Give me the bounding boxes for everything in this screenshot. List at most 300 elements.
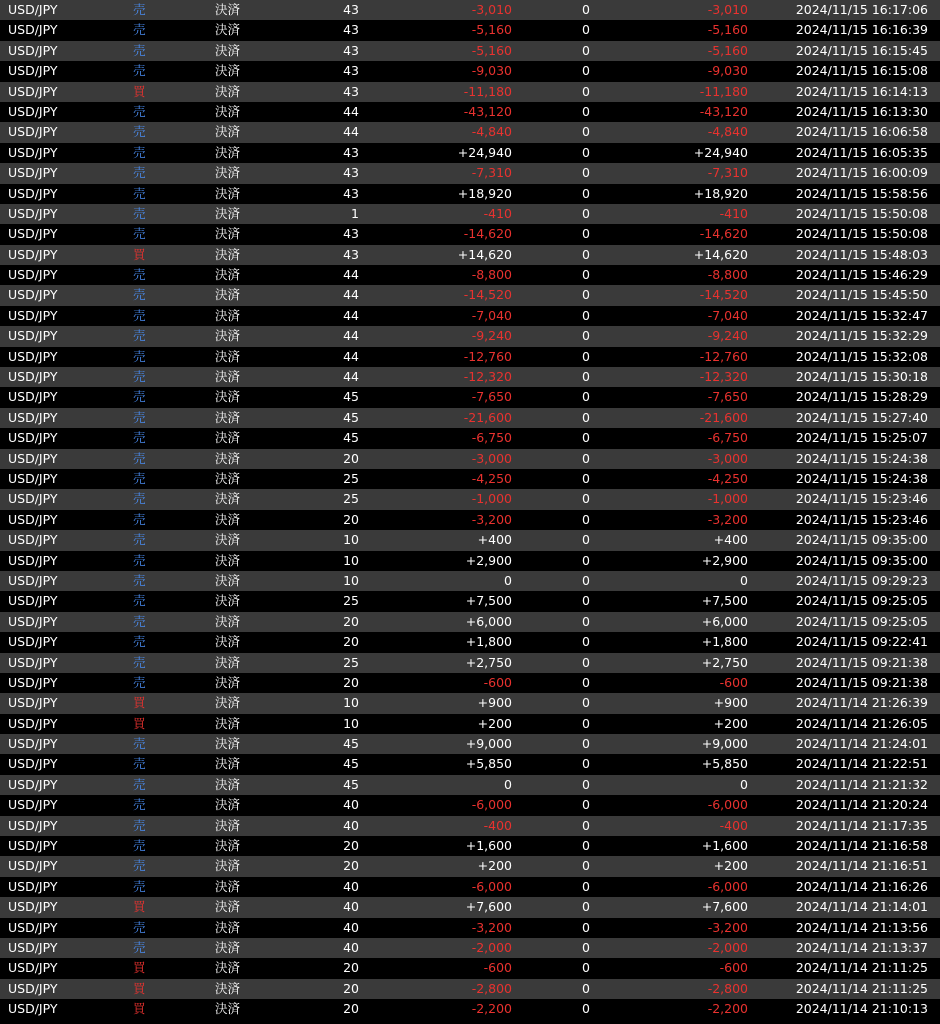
lot-cell: 20 xyxy=(343,838,359,854)
total-cell: -5,160 xyxy=(707,42,748,58)
currency-pair-cell: USD/JPY xyxy=(8,409,58,425)
lot-cell: 10 xyxy=(343,572,359,588)
total-cell: -2,800 xyxy=(707,980,748,996)
currency-pair-cell: USD/JPY xyxy=(8,797,58,813)
trade-type-cell: 決済 xyxy=(215,124,241,140)
table-row[interactable] xyxy=(0,122,940,142)
side-cell: 売 xyxy=(133,165,146,181)
total-cell: +9,000 xyxy=(701,736,748,752)
currency-pair-cell: USD/JPY xyxy=(8,328,58,344)
timestamp-cell: 2024/11/14 21:11:25 xyxy=(795,960,928,976)
swap-cell: 0 xyxy=(582,715,590,731)
profit-loss-cell: -21,600 xyxy=(463,409,512,425)
side-cell: 売 xyxy=(133,103,146,119)
trade-type-cell: 決済 xyxy=(215,287,241,303)
trade-type-cell: 決済 xyxy=(215,307,241,323)
lot-cell: 40 xyxy=(343,817,359,833)
trade-type-cell: 決済 xyxy=(215,715,241,731)
currency-pair-cell: USD/JPY xyxy=(8,776,58,792)
total-cell: -7,040 xyxy=(707,307,748,323)
table-row[interactable] xyxy=(0,734,940,754)
lot-cell: 45 xyxy=(343,389,359,405)
timestamp-cell: 2024/11/14 21:13:37 xyxy=(795,939,928,955)
side-cell: 売 xyxy=(133,776,146,792)
total-cell: -9,030 xyxy=(707,63,748,79)
total-cell: +5,850 xyxy=(701,756,748,772)
side-cell: 買 xyxy=(133,1001,146,1017)
table-row[interactable] xyxy=(0,102,940,122)
total-cell: -6,000 xyxy=(707,797,748,813)
total-cell: +1,800 xyxy=(701,634,748,650)
timestamp-cell: 2024/11/15 16:16:39 xyxy=(795,22,928,38)
total-cell: -12,320 xyxy=(699,369,748,385)
timestamp-cell: 2024/11/14 21:11:25 xyxy=(795,980,928,996)
timestamp-cell: 2024/11/14 21:16:51 xyxy=(795,858,928,874)
timestamp-cell: 2024/11/15 16:05:35 xyxy=(795,144,928,160)
table-row[interactable] xyxy=(0,367,940,387)
lot-cell: 25 xyxy=(343,491,359,507)
lot-cell: 45 xyxy=(343,409,359,425)
profit-loss-cell: -4,840 xyxy=(471,124,512,140)
table-row[interactable] xyxy=(0,387,940,407)
trade-type-cell: 決済 xyxy=(215,389,241,405)
table-row[interactable] xyxy=(0,612,940,632)
swap-cell: 0 xyxy=(582,532,590,548)
table-row[interactable] xyxy=(0,61,940,81)
profit-loss-cell: +9,000 xyxy=(465,736,512,752)
lot-cell: 43 xyxy=(343,22,359,38)
table-row[interactable] xyxy=(0,41,940,61)
profit-loss-cell: -11,180 xyxy=(463,83,512,99)
trade-type-cell: 決済 xyxy=(215,858,241,874)
side-cell: 売 xyxy=(133,22,146,38)
side-cell: 売 xyxy=(133,491,146,507)
timestamp-cell: 2024/11/15 09:21:38 xyxy=(795,654,928,670)
trade-type-cell: 決済 xyxy=(215,756,241,772)
table-row[interactable] xyxy=(0,285,940,305)
trade-type-cell: 決済 xyxy=(215,144,241,160)
profit-loss-cell: -43,120 xyxy=(463,103,512,119)
table-row[interactable] xyxy=(0,714,940,734)
lot-cell: 20 xyxy=(343,613,359,629)
profit-loss-cell: -600 xyxy=(483,960,512,976)
swap-cell: 0 xyxy=(582,144,590,160)
side-cell: 売 xyxy=(133,552,146,568)
table-row[interactable] xyxy=(0,489,940,509)
swap-cell: 0 xyxy=(582,63,590,79)
side-cell: 売 xyxy=(133,328,146,344)
total-cell: +14,620 xyxy=(693,246,748,262)
currency-pair-cell: USD/JPY xyxy=(8,470,58,486)
swap-cell: 0 xyxy=(582,42,590,58)
profit-loss-cell: -7,040 xyxy=(471,307,512,323)
table-row[interactable] xyxy=(0,510,940,530)
currency-pair-cell: USD/JPY xyxy=(8,267,58,283)
lot-cell: 44 xyxy=(343,369,359,385)
table-row[interactable] xyxy=(0,530,940,550)
side-cell: 売 xyxy=(133,369,146,385)
side-cell: 売 xyxy=(133,838,146,854)
lot-cell: 20 xyxy=(343,1001,359,1017)
timestamp-cell: 2024/11/14 21:20:24 xyxy=(795,797,928,813)
profit-loss-cell: 0 xyxy=(504,572,512,588)
timestamp-cell: 2024/11/15 09:35:00 xyxy=(795,552,928,568)
lot-cell: 20 xyxy=(343,634,359,650)
side-cell: 売 xyxy=(133,389,146,405)
side-cell: 売 xyxy=(133,756,146,772)
total-cell: 0 xyxy=(740,776,748,792)
side-cell: 買 xyxy=(133,695,146,711)
swap-cell: 0 xyxy=(582,960,590,976)
timestamp-cell: 2024/11/15 15:24:38 xyxy=(795,450,928,466)
timestamp-cell: 2024/11/15 09:22:41 xyxy=(795,634,928,650)
currency-pair-cell: USD/JPY xyxy=(8,430,58,446)
timestamp-cell: 2024/11/14 21:26:39 xyxy=(795,695,928,711)
total-cell: -3,200 xyxy=(707,511,748,527)
swap-cell: 0 xyxy=(582,2,590,17)
table-row[interactable] xyxy=(0,82,940,102)
side-cell: 売 xyxy=(133,205,146,221)
trade-type-cell: 決済 xyxy=(215,328,241,344)
table-row[interactable] xyxy=(0,795,940,815)
timestamp-cell: 2024/11/14 21:14:01 xyxy=(795,899,928,915)
lot-cell: 10 xyxy=(343,715,359,731)
swap-cell: 0 xyxy=(582,267,590,283)
timestamp-cell: 2024/11/14 21:10:13 xyxy=(795,1001,928,1017)
trade-type-cell: 決済 xyxy=(215,797,241,813)
swap-cell: 0 xyxy=(582,817,590,833)
table-row[interactable] xyxy=(0,693,940,713)
timestamp-cell: 2024/11/15 15:58:56 xyxy=(795,185,928,201)
swap-cell: 0 xyxy=(582,572,590,588)
lot-cell: 40 xyxy=(343,878,359,894)
table-row[interactable] xyxy=(0,245,940,265)
total-cell: +7,500 xyxy=(701,593,748,609)
side-cell: 売 xyxy=(133,226,146,242)
timestamp-cell: 2024/11/15 15:32:29 xyxy=(795,328,928,344)
table-row[interactable] xyxy=(0,469,940,489)
lot-cell: 40 xyxy=(343,939,359,955)
lot-cell: 20 xyxy=(343,858,359,874)
swap-cell: 0 xyxy=(582,511,590,527)
trade-type-cell: 決済 xyxy=(215,348,241,364)
trade-type-cell: 決済 xyxy=(215,960,241,976)
trade-type-cell: 決済 xyxy=(215,919,241,935)
side-cell: 売 xyxy=(133,613,146,629)
swap-cell: 0 xyxy=(582,491,590,507)
trade-type-cell: 決済 xyxy=(215,491,241,507)
total-cell: +6,000 xyxy=(701,613,748,629)
table-row[interactable] xyxy=(0,347,940,367)
total-cell: +7,600 xyxy=(701,899,748,915)
trade-type-cell: 決済 xyxy=(215,42,241,58)
profit-loss-cell: +2,900 xyxy=(465,552,512,568)
timestamp-cell: 2024/11/15 15:30:18 xyxy=(795,369,928,385)
lot-cell: 44 xyxy=(343,267,359,283)
currency-pair-cell: USD/JPY xyxy=(8,715,58,731)
table-row[interactable] xyxy=(0,184,940,204)
side-cell: 買 xyxy=(133,246,146,262)
currency-pair-cell: USD/JPY xyxy=(8,858,58,874)
lot-cell: 43 xyxy=(343,185,359,201)
lot-cell: 43 xyxy=(343,42,359,58)
table-row[interactable] xyxy=(0,306,940,326)
total-cell: -600 xyxy=(719,960,748,976)
profit-loss-cell: -1,000 xyxy=(471,491,512,507)
profit-loss-cell: -14,520 xyxy=(463,287,512,303)
table-row[interactable] xyxy=(0,673,940,693)
total-cell: -4,840 xyxy=(707,124,748,140)
table-row[interactable] xyxy=(0,265,940,285)
profit-loss-cell: -3,200 xyxy=(471,919,512,935)
trade-type-cell: 決済 xyxy=(215,205,241,221)
profit-loss-cell: +6,000 xyxy=(465,613,512,629)
timestamp-cell: 2024/11/15 16:00:09 xyxy=(795,165,928,181)
swap-cell: 0 xyxy=(582,430,590,446)
side-cell: 売 xyxy=(133,858,146,874)
total-cell: -3,010 xyxy=(707,2,748,17)
table-row[interactable] xyxy=(0,754,940,774)
total-cell: -11,180 xyxy=(699,83,748,99)
profit-loss-cell: -410 xyxy=(483,205,512,221)
profit-loss-cell: -6,000 xyxy=(471,797,512,813)
table-row[interactable] xyxy=(0,0,940,20)
lot-cell: 44 xyxy=(343,287,359,303)
swap-cell: 0 xyxy=(582,552,590,568)
timestamp-cell: 2024/11/15 15:50:08 xyxy=(795,205,928,221)
currency-pair-cell: USD/JPY xyxy=(8,63,58,79)
trade-type-cell: 決済 xyxy=(215,267,241,283)
profit-loss-cell: -7,310 xyxy=(471,165,512,181)
table-row[interactable] xyxy=(0,999,940,1019)
currency-pair-cell: USD/JPY xyxy=(8,83,58,99)
currency-pair-cell: USD/JPY xyxy=(8,226,58,242)
table-row[interactable] xyxy=(0,877,940,897)
profit-loss-cell: -400 xyxy=(483,817,512,833)
table-row[interactable] xyxy=(0,836,940,856)
side-cell: 売 xyxy=(133,144,146,160)
lot-cell: 10 xyxy=(343,532,359,548)
profit-loss-cell: -4,250 xyxy=(471,470,512,486)
table-row[interactable] xyxy=(0,428,940,448)
swap-cell: 0 xyxy=(582,409,590,425)
currency-pair-cell: USD/JPY xyxy=(8,1001,58,1017)
timestamp-cell: 2024/11/15 15:46:29 xyxy=(795,267,928,283)
lot-cell: 40 xyxy=(343,797,359,813)
side-cell: 売 xyxy=(133,572,146,588)
table-row[interactable] xyxy=(0,653,940,673)
table-row[interactable] xyxy=(0,571,940,591)
timestamp-cell: 2024/11/14 21:24:01 xyxy=(795,736,928,752)
timestamp-cell: 2024/11/15 15:32:08 xyxy=(795,348,928,364)
trade-type-cell: 決済 xyxy=(215,246,241,262)
profit-loss-cell: -5,160 xyxy=(471,42,512,58)
swap-cell: 0 xyxy=(582,124,590,140)
table-row[interactable] xyxy=(0,856,940,876)
side-cell: 売 xyxy=(133,450,146,466)
lot-cell: 1 xyxy=(351,205,359,221)
profit-loss-cell: -2,800 xyxy=(471,980,512,996)
swap-cell: 0 xyxy=(582,858,590,874)
table-row[interactable] xyxy=(0,224,940,244)
profit-loss-cell: -8,800 xyxy=(471,267,512,283)
currency-pair-cell: USD/JPY xyxy=(8,838,58,854)
currency-pair-cell: USD/JPY xyxy=(8,144,58,160)
lot-cell: 20 xyxy=(343,960,359,976)
swap-cell: 0 xyxy=(582,939,590,955)
swap-cell: 0 xyxy=(582,246,590,262)
lot-cell: 25 xyxy=(343,593,359,609)
table-row[interactable] xyxy=(0,143,940,163)
currency-pair-cell: USD/JPY xyxy=(8,980,58,996)
total-cell: +18,920 xyxy=(693,185,748,201)
currency-pair-cell: USD/JPY xyxy=(8,348,58,364)
total-cell: -4,250 xyxy=(707,470,748,486)
side-cell: 売 xyxy=(133,674,146,690)
currency-pair-cell: USD/JPY xyxy=(8,532,58,548)
swap-cell: 0 xyxy=(582,185,590,201)
lot-cell: 43 xyxy=(343,246,359,262)
swap-cell: 0 xyxy=(582,634,590,650)
profit-loss-cell: +1,800 xyxy=(465,634,512,650)
lot-cell: 10 xyxy=(343,695,359,711)
side-cell: 売 xyxy=(133,63,146,79)
currency-pair-cell: USD/JPY xyxy=(8,287,58,303)
lot-cell: 44 xyxy=(343,307,359,323)
swap-cell: 0 xyxy=(582,593,590,609)
profit-loss-cell: -14,620 xyxy=(463,226,512,242)
swap-cell: 0 xyxy=(582,226,590,242)
side-cell: 売 xyxy=(133,634,146,650)
swap-cell: 0 xyxy=(582,22,590,38)
trade-type-cell: 決済 xyxy=(215,1001,241,1017)
trade-type-cell: 決済 xyxy=(215,593,241,609)
table-row[interactable] xyxy=(0,163,940,183)
table-row[interactable] xyxy=(0,632,940,652)
currency-pair-cell: USD/JPY xyxy=(8,389,58,405)
swap-cell: 0 xyxy=(582,83,590,99)
currency-pair-cell: USD/JPY xyxy=(8,369,58,385)
profit-loss-cell: 0 xyxy=(504,776,512,792)
side-cell: 売 xyxy=(133,532,146,548)
profit-loss-cell: -9,240 xyxy=(471,328,512,344)
side-cell: 売 xyxy=(133,593,146,609)
swap-cell: 0 xyxy=(582,878,590,894)
currency-pair-cell: USD/JPY xyxy=(8,42,58,58)
total-cell: -2,000 xyxy=(707,939,748,955)
timestamp-cell: 2024/11/15 15:24:38 xyxy=(795,470,928,486)
profit-loss-cell: -3,000 xyxy=(471,450,512,466)
table-row[interactable] xyxy=(0,326,940,346)
trade-type-cell: 決済 xyxy=(215,83,241,99)
side-cell: 売 xyxy=(133,409,146,425)
table-row[interactable] xyxy=(0,20,940,40)
table-row[interactable] xyxy=(0,551,940,571)
total-cell: -21,600 xyxy=(699,409,748,425)
swap-cell: 0 xyxy=(582,450,590,466)
lot-cell: 43 xyxy=(343,63,359,79)
total-cell: -9,240 xyxy=(707,328,748,344)
total-cell: -8,800 xyxy=(707,267,748,283)
table-row[interactable] xyxy=(0,591,940,611)
table-row[interactable] xyxy=(0,897,940,917)
timestamp-cell: 2024/11/15 16:15:08 xyxy=(795,63,928,79)
profit-loss-cell: +2,750 xyxy=(465,654,512,670)
trade-type-cell: 決済 xyxy=(215,817,241,833)
trade-type-cell: 決済 xyxy=(215,103,241,119)
lot-cell: 43 xyxy=(343,144,359,160)
total-cell: -12,760 xyxy=(699,348,748,364)
total-cell: -6,000 xyxy=(707,878,748,894)
trade-type-cell: 決済 xyxy=(215,552,241,568)
table-row[interactable] xyxy=(0,775,940,795)
trade-type-cell: 決済 xyxy=(215,2,241,17)
trade-type-cell: 決済 xyxy=(215,838,241,854)
total-cell: +200 xyxy=(713,715,748,731)
total-cell: +1,600 xyxy=(701,838,748,854)
timestamp-cell: 2024/11/14 21:16:58 xyxy=(795,838,928,854)
trade-type-cell: 決済 xyxy=(215,409,241,425)
table-row[interactable] xyxy=(0,816,940,836)
swap-cell: 0 xyxy=(582,674,590,690)
profit-loss-cell: +200 xyxy=(477,858,512,874)
side-cell: 売 xyxy=(133,185,146,201)
swap-cell: 0 xyxy=(582,205,590,221)
trade-type-cell: 決済 xyxy=(215,695,241,711)
table-row[interactable] xyxy=(0,449,940,469)
swap-cell: 0 xyxy=(582,1001,590,1017)
trade-type-cell: 決済 xyxy=(215,776,241,792)
timestamp-cell: 2024/11/14 21:17:35 xyxy=(795,817,928,833)
profit-loss-cell: -600 xyxy=(483,674,512,690)
lot-cell: 44 xyxy=(343,328,359,344)
currency-pair-cell: USD/JPY xyxy=(8,246,58,262)
side-cell: 売 xyxy=(133,2,146,17)
table-row[interactable] xyxy=(0,204,940,224)
lot-cell: 44 xyxy=(343,103,359,119)
swap-cell: 0 xyxy=(582,980,590,996)
table-row[interactable] xyxy=(0,918,940,938)
table-row[interactable] xyxy=(0,938,940,958)
table-row[interactable] xyxy=(0,979,940,999)
currency-pair-cell: USD/JPY xyxy=(8,307,58,323)
profit-loss-cell: +24,940 xyxy=(457,144,512,160)
table-row[interactable] xyxy=(0,958,940,978)
profit-loss-cell: -12,760 xyxy=(463,348,512,364)
currency-pair-cell: USD/JPY xyxy=(8,205,58,221)
side-cell: 買 xyxy=(133,960,146,976)
timestamp-cell: 2024/11/15 15:32:47 xyxy=(795,307,928,323)
currency-pair-cell: USD/JPY xyxy=(8,103,58,119)
side-cell: 売 xyxy=(133,42,146,58)
trade-type-cell: 決済 xyxy=(215,572,241,588)
side-cell: 売 xyxy=(133,654,146,670)
timestamp-cell: 2024/11/15 09:25:05 xyxy=(795,593,928,609)
side-cell: 売 xyxy=(133,307,146,323)
lot-cell: 45 xyxy=(343,736,359,752)
timestamp-cell: 2024/11/15 09:29:23 xyxy=(795,572,928,588)
trade-type-cell: 決済 xyxy=(215,430,241,446)
total-cell: -7,650 xyxy=(707,389,748,405)
profit-loss-cell: +7,500 xyxy=(465,593,512,609)
trade-type-cell: 決済 xyxy=(215,450,241,466)
lot-cell: 20 xyxy=(343,450,359,466)
timestamp-cell: 2024/11/15 15:23:46 xyxy=(795,511,928,527)
table-row[interactable] xyxy=(0,408,940,428)
swap-cell: 0 xyxy=(582,613,590,629)
timestamp-cell: 2024/11/14 21:22:51 xyxy=(795,756,928,772)
total-cell: +200 xyxy=(713,858,748,874)
